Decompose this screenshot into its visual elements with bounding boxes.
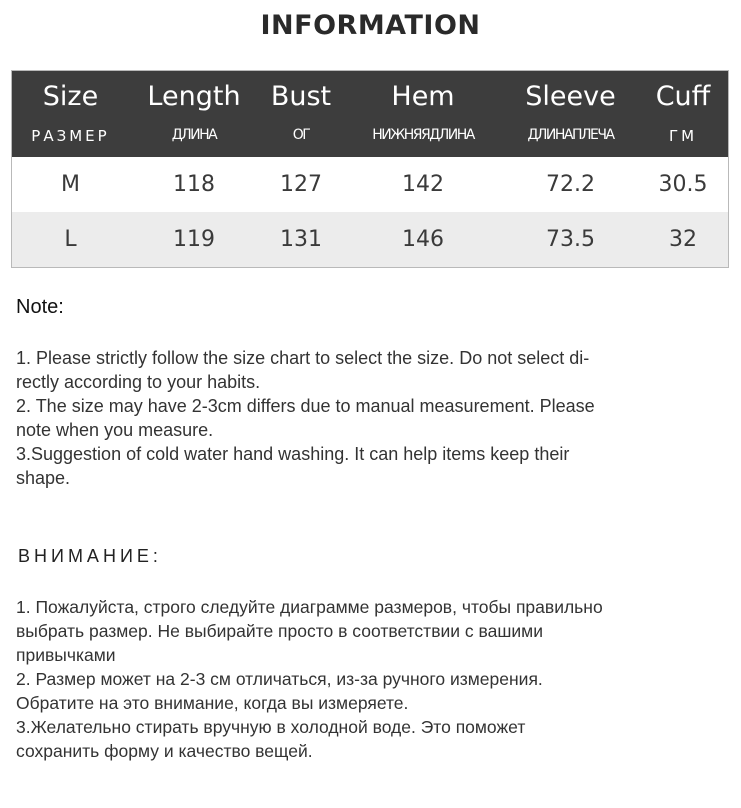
header-cuff [638,71,728,157]
header-length-label: Length [147,81,241,112]
note-line: выбрать размер. Не выбирайте просто в соответствии с вашими [16,621,543,641]
cell-cuff: 32 [669,227,697,252]
header-size-sublabel: РАЗМЕР [31,127,110,145]
header-size-label: Size [42,81,99,112]
note-line: shape. [16,468,71,488]
cell-length: 118 [173,172,215,197]
cell-sleeve: 73.5 [546,227,595,252]
note-line: 1. Пожалуйста, строго следуйте диаграмме размеров, чтобы правильно [16,597,603,617]
note-line: note when you measure. [16,420,214,440]
table-row [12,157,728,212]
english-notes [16,346,716,490]
table-row [12,212,728,267]
note-line: сохранить форму и качество вещей. [16,741,313,761]
note-line: 2. The size may have 2-3cm differs due to manual measurement. Please [16,396,595,416]
header-length-sublabel: ДЛИНА [171,127,217,143]
russian-notes [16,595,716,763]
note-line: 1. Please strictly follow the size chart to select the size. Do not select di- [16,348,590,368]
table-header-row [12,71,728,157]
note-line: 3.Желательно стирать вручную в холодной воде. Это поможет [16,717,526,737]
header-hem [343,71,503,157]
header-length [129,71,259,157]
cell-bust: 131 [280,227,322,252]
header-sleeve-label: Sleeve [525,81,616,112]
header-cuff-sublabel: ГМ [668,127,698,145]
cell-bust: 127 [280,172,322,197]
note-line: Обратите на это внимание, когда вы измеряете. [16,693,409,713]
header-sleeve [503,71,638,157]
cell-size: L [64,227,77,252]
header-hem-sublabel: НИЖНЯЯДЛИНА [372,127,474,143]
header-cuff-label: Cuff [655,81,711,112]
header-size [12,71,129,157]
note-line: rectly according to your habits. [16,372,261,392]
note-heading: Note: [16,296,64,318]
note-line: 3.Suggestion of cold water hand washing. It can help items keep their [16,444,570,464]
cell-size: M [61,172,80,197]
cell-hem: 146 [402,227,444,252]
cell-hem: 142 [402,172,444,197]
header-bust [259,71,343,157]
russian-note-heading: ВНИМАНИЕ: [18,546,162,566]
size-chart-table [11,70,729,268]
cell-sleeve: 72.2 [546,172,595,197]
header-bust-label: Bust [270,81,332,112]
header-sleeve-sublabel: ДЛИНАПЛЕЧА [527,127,614,143]
header-bust-sublabel: ОГ [292,127,310,143]
header-hem-label: Hem [391,81,455,112]
page-title: INFORMATION [260,10,481,41]
cell-length: 119 [173,227,215,252]
note-line: привычками [16,645,116,665]
note-line: 2. Размер может на 2-3 см отличаться, из-за ручного измерения. [16,669,543,689]
cell-cuff: 30.5 [658,172,708,197]
